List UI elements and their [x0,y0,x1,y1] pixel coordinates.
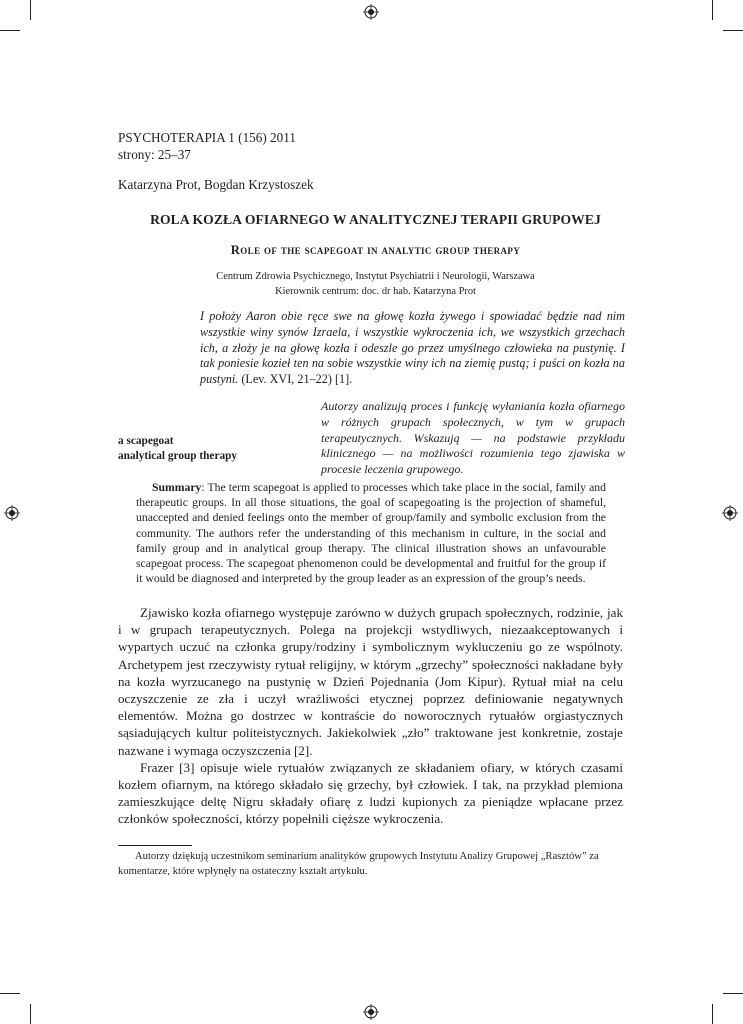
journal-issue: PSYCHOTERAPIA 1 (156) 2011 [118,130,296,145]
crop-mark [30,1004,31,1024]
registration-mark-icon [363,1004,379,1020]
motto-citation: (Lev. XVI, 21–22) [1]. [238,372,353,387]
body-paragraph: Frazer [3] opisuje wiele rytuałów związanych ze składaniem ofiary, w których czasami kozłem ofiarnym, na którego składało się grzechy, był człowiek. I tak, na przykład plemiona zamieszkujące deltę Nigru składały ofiarę z ludzi kupionych za pieniądze wpłacane przez członków społeczności, którzy popełnili cięższe wykroczenia. [118,759,623,827]
journal-header [118,129,296,163]
crop-mark [712,1004,713,1024]
summary-english [136,480,606,586]
keyword: analytical group therapy [118,450,238,462]
abstract-polish: Autorzy analizują proces i funkcję wyłaniania kozła ofiarnego w różnych grupach społecznych, w tym w grupach terapeutycznych. Wskazują — na podstawie przykładu klinicznego — na możliwości rozumienia tego zjawiska w procesie leczenia grupowego. [321,399,625,477]
registration-mark-icon [722,505,738,521]
crop-mark [30,0,31,20]
crop-mark [723,30,743,31]
crop-mark [723,993,743,994]
article-title: ROLA KOZŁA OFIARNEGO W ANALITYCZNEJ TERAPII GRUPOWEJ [150,212,601,227]
summary-label: Summary [152,481,202,494]
footnote-divider [118,845,192,846]
institution-head: Kierownik centrum: doc. dr hab. Katarzyna Prot [275,285,476,297]
registration-mark-icon [363,4,379,20]
authors: Katarzyna Prot, Bogdan Krzystoszek [118,177,314,192]
body-paragraph: Zjawisko kozła ofiarnego występuje zarówno w dużych grupach społecznych, rodzinie, jak i w grupach terapeutycznych. Polega na projekcji wstydliwych, niezaakceptowanych i wypartych uczuć na członka grupy/rodziny i symbolicznym wykluczeniu go ze wspólnoty. Archetypem jest rzeczywisty rytuał religijny, w którym „grzechy” społeczności nakładane były na kozła wyrzucanego na pustynię w Dzień Pojednania (Jom Kipur). Rytuał miał na celu oczyszczenie ze zła i uczył wrażliwości etycznej poprzez definiowanie negatywnych elementów. Można go dostrzec w kontraście do noworocznych rytuałów orgiastycznych sąsiadujących kultur politeistycznych. Jakiekolwiek „zło” traktowane jest konkretnie, zostaje nazwane i wymaga oczyszczenia [2]. [118,605,623,758]
keywords [118,434,237,464]
summary-text: : The term scapegoat is applied to processes which take place in the social, family and therapeutic groups. In all those situations, the goal of scapegoating is the projection of shameful, unaccepted and denied feelings onto the member of group/family and symbolic exclusion from the community. The authors refer the understanding of this mechanism in culture, in the social and family group and in analytical group therapy. The clinical illustration shows an unfavourable scapegoat process. The scapegoat phenomenon could be developmental and fruitful for the group if it would be diagnosed and interpreted by the group leader as an expression of the group’s needs. [136,481,606,586]
body-text [118,604,623,828]
motto-text: I położy Aaron obie ręce swe na głowę kozła żywego i spowiadać będzie nad nim wszystkie winy synów Izraela, i wszystkie wykroczenia ich, we wszystkich grzechach ich, a złoży je na głowę kozła i odeszle go przez umyślnego człowieka na pustynię. I tak poniesie kozieł ten na sobie wszystkie winy ich na ziemię pustą; i puści on kozła na pustyni. [200,309,625,387]
motto-quote [200,309,625,388]
footnote: Autorzy dziękują uczestnikom seminarium analityków grupowych Instytutu Analizy Grupowej „Rasztów” za komentarze, które wpłynęły na ostateczny kształt artykułu. [118,851,599,877]
crop-mark [712,0,713,20]
keyword: a scapegoat [118,435,174,447]
registration-mark-icon [4,505,20,521]
crop-mark [0,993,20,994]
article-subtitle: Role of the scapegoat in analytic group therapy [230,243,521,257]
page-range: strony: 25–37 [118,147,191,162]
crop-mark [0,30,20,31]
institution [118,270,633,299]
institution-name: Centrum Zdrowia Psychicznego, Instytut Psychiatrii i Neurologii, Warszawa [216,271,535,282]
